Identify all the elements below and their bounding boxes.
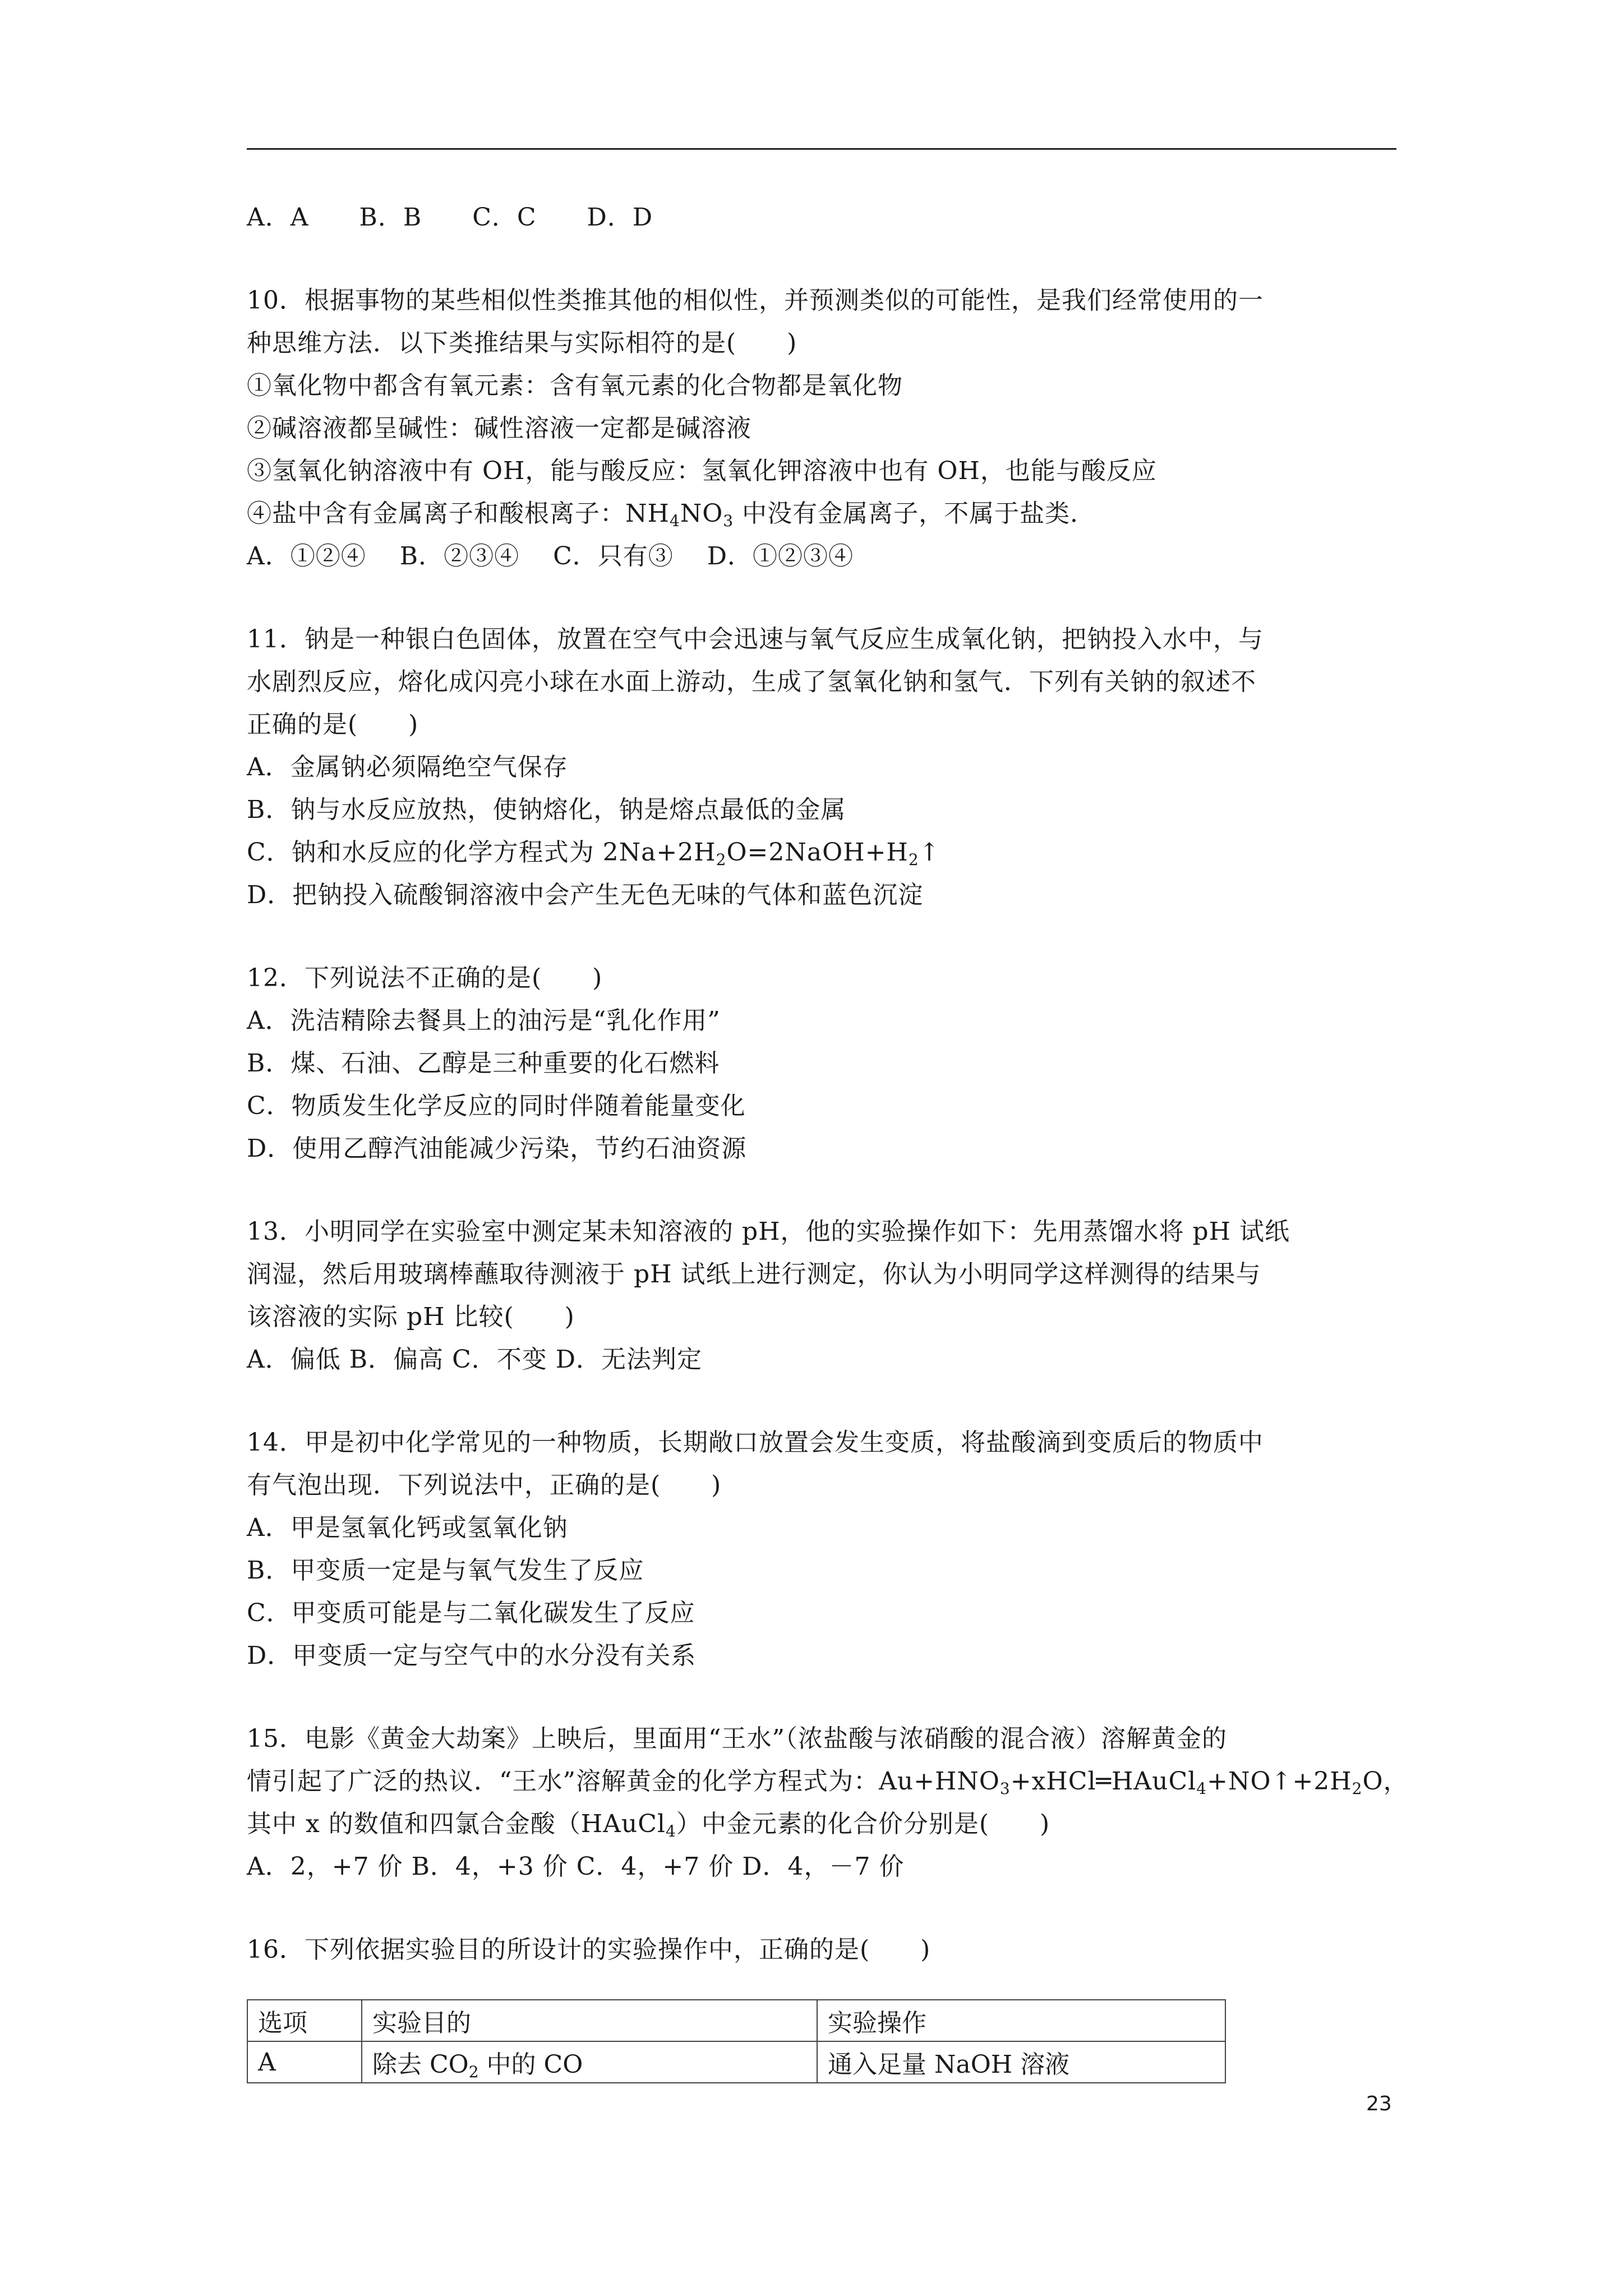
q14-option-d: D．甲变质一定与空气中的水分没有关系 <box>247 1641 697 1670</box>
q13-options: A．偏低 B．偏高 C．不变 D．无法判定 <box>247 1345 703 1374</box>
q14-option-c: C．甲变质可能是与二氧化碳发生了反应 <box>247 1599 695 1627</box>
q10-item: ③氢氧化钠溶液中有 OH，能与酸反应：氢氧化钾溶液中也有 OH，也能与酸反应 <box>247 457 1157 485</box>
header-rule <box>247 148 1396 150</box>
q13-stem-line: 13．小明同学在实验室中测定某未知溶液的 pH，他的实验操作如下：先用蒸馏水将 pH 试纸 <box>247 1217 1290 1246</box>
q11-option-d: D．把钠投入硫酸铜溶液中会产生无色无味的气体和蓝色沉淀 <box>247 881 924 909</box>
q14-option-a: A．甲是氢氧化钙或氢氧化钠 <box>247 1513 568 1542</box>
q10-stem-line: 10．根据事物的某些相似性类推其他的相似性，并预测类似的可能性，是我们经常使用的一 <box>247 286 1264 315</box>
q10-stem-line: 种思维方法．以下类推结果与实际相符的是( ) <box>247 329 797 357</box>
q11-option-b: B．钠与水反应放热，使钠熔化，钠是熔点最低的金属 <box>247 795 846 824</box>
q16-table <box>247 1999 1226 2083</box>
table-cell-option: A <box>247 2041 362 2083</box>
q15-equation-line: 情引起了广泛的热议．“王水”溶解黄金的化学方程式为：$Au+HNO_3+xHCl═HAuCl_4+NO↑+2H_2O$， <box>247 1767 1409 1798</box>
q10-item: ①氧化物中都含有氧元素：含有氧元素的化合物都是氧化物 <box>247 371 903 400</box>
q12-option-a: A．洗洁精除去餐具上的油污是“乳化作用” <box>247 1006 721 1035</box>
q13-stem-line: 润湿，然后用玻璃棒蘸取待测液于 pH 试纸上进行测定，你认为小明同学这样测得的结果与 <box>247 1260 1261 1289</box>
q11-option-c: C．钠和水反应的化学方程式为 $2Na+2H_2O=2NaOH+H_2↑$ <box>247 838 940 869</box>
q9-options: A．A B．B C．C D．D <box>247 203 653 232</box>
q12-stem: 12．下列说法不正确的是( ) <box>247 964 603 992</box>
q12-option-b: B．煤、石油、乙醇是三种重要的化石燃料 <box>247 1049 720 1078</box>
q15-options: A．2，+7 价 B．4，+3 价 C．4，+7 价 D．4，－7 价 <box>247 1852 905 1881</box>
q11-option-a: A．金属钠必须隔绝空气保存 <box>247 753 568 781</box>
q12-option-d: D．使用乙醇汽油能减少污染，节约石油资源 <box>247 1134 747 1163</box>
table-row <box>247 2041 1225 2083</box>
q11-stem-line: 11．钠是一种银白色固体，放置在空气中会迅速与氧气反应生成氧化钠，把钠投入水中，与 <box>247 625 1264 654</box>
table-header-cell: 选项 <box>247 2000 362 2041</box>
q11-stem-line: 正确的是( ) <box>247 710 419 739</box>
q14-option-b: B．甲变质一定是与氧气发生了反应 <box>247 1556 644 1585</box>
q13-stem-line: 该溶液的实际 pH 比较( ) <box>247 1303 575 1331</box>
q15-stem-line: 其中 x 的数值和四氯合金酸（HAuCl$_4$）中金元素的化合价分别是( ) <box>247 1810 1050 1841</box>
table-header-cell: 实验操作 <box>817 2000 1225 2041</box>
table-header-cell: 实验目的 <box>362 2000 817 2041</box>
q15-stem-line: 15．电影《黄金大劫案》上映后，里面用“王水”（浓盐酸与浓硝酸的混合液）溶解黄金的 <box>247 1724 1227 1753</box>
q16-stem: 16．下列依据实验目的所设计的实验操作中，正确的是( ) <box>247 1935 931 1964</box>
table-header-row <box>247 2000 1225 2041</box>
q10-options: A．①②④ B．②③④ C．只有③ D．①②③④ <box>247 542 854 570</box>
page-content <box>247 196 1409 1971</box>
q11-stem-line: 水剧烈反应，熔化成闪亮小球在水面上游动，生成了氢氧化钠和氢气．下列有关钠的叙述不 <box>247 668 1256 696</box>
page-number: 23 <box>1366 2092 1392 2115</box>
table-cell-operation: 通入足量 NaOH 溶液 <box>817 2041 1225 2083</box>
q12-option-c: C．物质发生化学反应的同时伴随着能量变化 <box>247 1092 746 1120</box>
q14-stem-line: 14．甲是初中化学常见的一种物质，长期敞口放置会发生变质，将盐酸滴到变质后的物质中 <box>247 1428 1264 1457</box>
q14-stem-line: 有气泡出现．下列说法中，正确的是( ) <box>247 1471 722 1499</box>
q10-item: ④盐中含有金属离子和酸根离子：$NH_4NO_3$ 中没有金属离子，不属于盐类． <box>247 499 1096 530</box>
table-cell-purpose: 除去 $CO_2$ 中的 CO <box>362 2041 817 2083</box>
q10-item: ②碱溶液都呈碱性：碱性溶液一定都是碱溶液 <box>247 414 751 443</box>
